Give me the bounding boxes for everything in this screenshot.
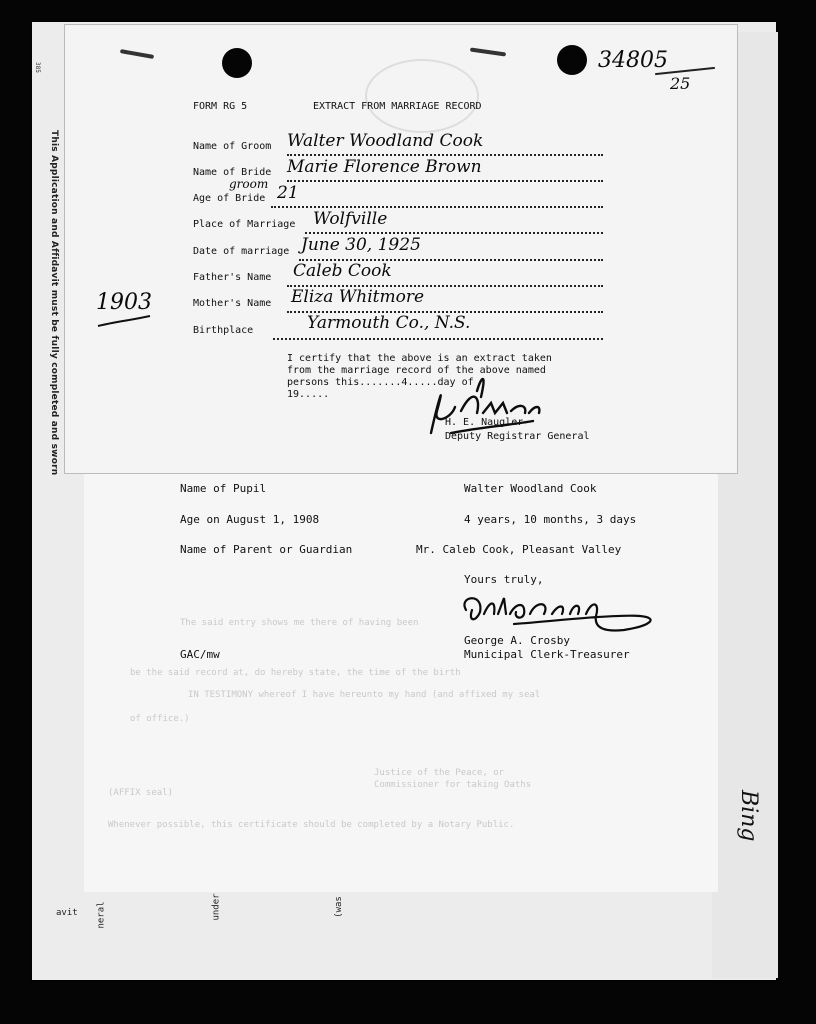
- pupil-letter-sheet: [84, 462, 718, 892]
- side-instruction: This Application and Affidavit must be fully completed and sworn: [49, 130, 59, 476]
- field-dots: [273, 337, 603, 340]
- strip-fragment: (was: [333, 896, 344, 918]
- field-dots: [287, 153, 603, 156]
- archive-number: 34805: [598, 48, 668, 73]
- pupil-age-label: Age on August 1, 1908: [180, 513, 320, 526]
- date-label: Date of marriage: [193, 246, 290, 257]
- ghost-text: of office.): [130, 714, 190, 724]
- registrar-name: H. E. Naugler: [445, 417, 524, 428]
- form-title: EXTRACT FROM MARRIAGE RECORD: [313, 101, 482, 112]
- punch-hole: [557, 45, 587, 75]
- strip-fragment: under: [211, 893, 222, 921]
- form-id: FORM RG 5: [193, 101, 248, 112]
- field-dots: [271, 205, 603, 208]
- birthplace-label: Birthplace: [193, 325, 254, 336]
- groom-value: Walter Woodland Cook: [287, 131, 484, 151]
- guardian-value: Mr. Caleb Cook, Pleasant Valley: [416, 543, 622, 556]
- signer-title: Municipal Clerk-Treasurer: [464, 648, 630, 661]
- margin-year: 1903: [96, 290, 152, 315]
- field-dots: [305, 231, 603, 234]
- signer-name: George A. Crosby: [464, 634, 570, 647]
- bride-value: Marie Florence Brown: [287, 157, 482, 177]
- naugler-signature: [421, 367, 561, 441]
- birthplace-value: Yarmouth Co., N.S.: [307, 313, 471, 333]
- page-number: 385: [34, 62, 41, 73]
- margin-handwriting: Bing: [736, 790, 761, 842]
- mother-value: Eliza Whitmore: [291, 287, 425, 307]
- field-dots: [287, 179, 603, 182]
- ghost-text: be the said record at, do hereby state, the time of the birth: [130, 668, 461, 678]
- ghost-text: (AFFIX seal): [108, 788, 174, 798]
- ghost-text: Commissioner for taking Oaths: [374, 780, 532, 790]
- registrar-title: Deputy Registrar General: [445, 431, 590, 442]
- ghost-text: Whenever possible, this certificate should be completed by a Notary Public.: [108, 820, 515, 830]
- groom-label: Name of Groom: [193, 141, 272, 152]
- ghost-text: The said entry shows me there of having been: [180, 618, 419, 628]
- certification-line: 19.....: [287, 389, 330, 400]
- certification-line: from the marriage record of the above named: [287, 365, 546, 376]
- mother-label: Mother's Name: [193, 298, 272, 309]
- bride-label: Name of Bride: [193, 167, 272, 178]
- guardian-label: Name of Parent or Guardian: [180, 543, 353, 556]
- age-value: 21: [277, 183, 299, 203]
- strip-fragment: avit: [56, 908, 78, 918]
- marriage-extract-card: [64, 24, 738, 474]
- ghost-text: IN TESTIMONY whereof I have hereunto my hand (and affixed my seal: [188, 690, 541, 700]
- pupil-age-value: 4 years, 10 months, 3 days: [464, 513, 637, 526]
- initials: GAC/mw: [180, 648, 220, 661]
- age-annotation: groom: [229, 177, 269, 191]
- father-label: Father's Name: [193, 272, 272, 283]
- certification-line: persons this.......4.....day of: [287, 377, 474, 388]
- archive-subnumber: 25: [670, 74, 691, 93]
- faint-seal: [365, 59, 479, 133]
- pupil-name-label: Name of Pupil: [180, 482, 267, 495]
- strip-fragment: neral: [96, 901, 107, 929]
- pupil-name-value: Walter Woodland Cook: [464, 482, 597, 495]
- father-value: Caleb Cook: [293, 261, 392, 281]
- ghost-text: Justice of the Peace, or: [374, 768, 505, 778]
- punch-hole: [222, 48, 252, 78]
- place-label: Place of Marriage: [193, 219, 296, 230]
- closing: Yours truly,: [464, 573, 544, 586]
- date-value: June 30, 1925: [301, 235, 421, 255]
- margin-underline: [96, 314, 152, 330]
- place-value: Wolfville: [313, 209, 388, 229]
- certification-line: I certify that the above is an extract taken: [287, 353, 552, 364]
- age-label: Age of Bride: [193, 193, 266, 204]
